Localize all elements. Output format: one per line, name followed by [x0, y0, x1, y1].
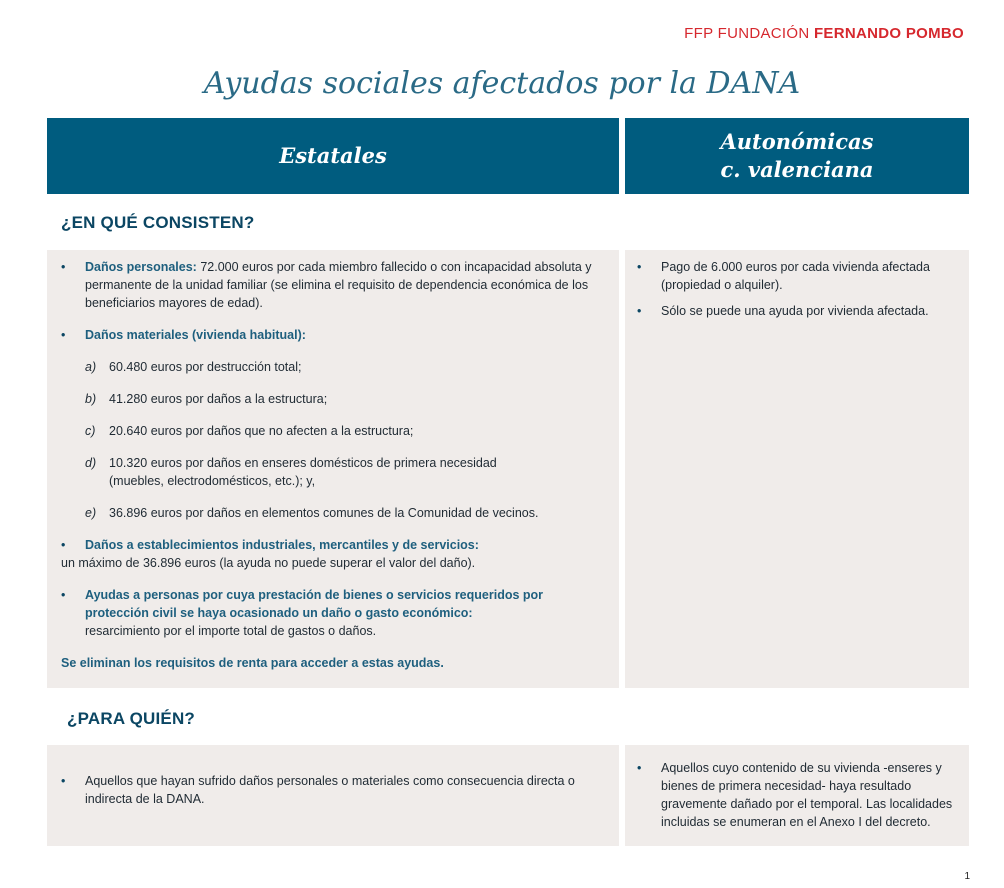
sub-item [61, 358, 605, 376]
sub-item [61, 504, 605, 522]
item-heading: Ayudas a personas por cuya prestación de bienes o servicios requeridos por protección civil se haya ocasionado un daño o gasto económico: [85, 588, 544, 620]
logo-abbr: FFP [684, 25, 714, 42]
bullet-icon: • [61, 538, 66, 552]
item-text: Aquellos cuyo contenido de su vivienda -enseres y bienes de primera necesidad- haya resultado gravemente dañado por el temporal. Las localidades incluidas se enumeran en el Anexo I del decreto. [661, 761, 953, 829]
list-item [637, 302, 955, 320]
bullet-icon: • [61, 328, 66, 342]
foundation-logo [684, 25, 964, 42]
column-header-autonomicas-line1: Autonómicas [720, 129, 874, 154]
panel-consisten-estatales [47, 250, 619, 688]
list-item [61, 586, 605, 640]
item-heading: Daños materiales (vivienda habitual): [85, 328, 306, 342]
sub-item-text: 41.280 euros por daños a la estructura; [109, 392, 328, 406]
bullet-icon: • [637, 761, 642, 775]
sub-item-text: 60.480 euros por destrucción total; [109, 360, 302, 374]
sub-item-letter: e) [85, 506, 97, 520]
logo-part1: FUNDACIÓN [717, 25, 810, 42]
column-header-estatales [47, 118, 619, 194]
item-text: 72.000 euros por cada miembro fallecido o con incapacidad absoluta y permanente de la unidad familiar (se elimina el requisito de dependencia económica de los beneficiarios mayores de edad). [85, 260, 592, 310]
column-header-estatales-label: Estatales [279, 143, 387, 168]
item-heading: Daños a establecimientos industriales, mercantiles y de servicios: [85, 538, 479, 552]
sub-item-letter: a) [85, 360, 97, 374]
list-item [61, 536, 605, 572]
list-item [61, 258, 605, 312]
list-item [637, 759, 955, 831]
logo-part2: FERNANDO POMBO [813, 25, 964, 42]
section-heading-consisten: ¿EN QUÉ CONSISTEN? [61, 213, 255, 232]
sub-item [61, 422, 605, 440]
item-text: Sólo se puede una ayuda por vivienda afectada. [661, 304, 929, 318]
panel-consisten-autonomicas [625, 250, 969, 688]
sub-item [61, 454, 605, 490]
sub-item-text: 20.640 euros por daños que no afecten a la estructura; [109, 424, 414, 438]
renta-note: Se eliminan los requisitos de renta para acceder a estas ayudas. [61, 656, 444, 670]
bullet-icon: • [637, 304, 642, 318]
item-text: Aquellos que hayan sufrido daños personales o materiales como consecuencia directa o indirecta de la DANA. [85, 774, 575, 806]
panel-para-quien-autonomicas [625, 745, 969, 846]
sub-item-text: 10.320 euros por daños en enseres domésticos de primera necesidad (muebles, electrodomésticos, etc.); y, [109, 456, 497, 488]
sub-item-letter: d) [85, 456, 97, 470]
item-text: Pago de 6.000 euros por cada vivienda afectada (propiedad o alquiler). [661, 260, 930, 292]
bullet-icon: • [61, 774, 66, 788]
bullet-icon: • [61, 260, 66, 274]
list-item [61, 326, 605, 344]
sub-item-letter: b) [85, 392, 97, 406]
column-header-autonomicas [625, 118, 969, 194]
page-number: 1 [964, 871, 970, 882]
panel-para-quien-estatales [47, 745, 619, 846]
bullet-icon: • [637, 260, 642, 274]
item-text: resarcimiento por el importe total de gastos o daños. [85, 624, 377, 638]
item-text: un máximo de 36.896 euros (la ayuda no puede superar el valor del daño). [61, 556, 476, 570]
list-item [637, 258, 955, 294]
column-header-autonomicas-line2: c. valenciana [720, 157, 874, 182]
page-title: Ayudas sociales afectados por la DANA [203, 66, 801, 101]
item-heading: Daños personales: [85, 260, 197, 274]
bullet-icon: • [61, 588, 66, 602]
sub-item-text: 36.896 euros por daños en elementos comunes de la Comunidad de vecinos. [109, 506, 539, 520]
list-item [61, 772, 605, 808]
sub-item-letter: c) [85, 424, 96, 438]
section-heading-para-quien: ¿PARA QUIÉN? [67, 709, 196, 728]
sub-item [61, 390, 605, 408]
